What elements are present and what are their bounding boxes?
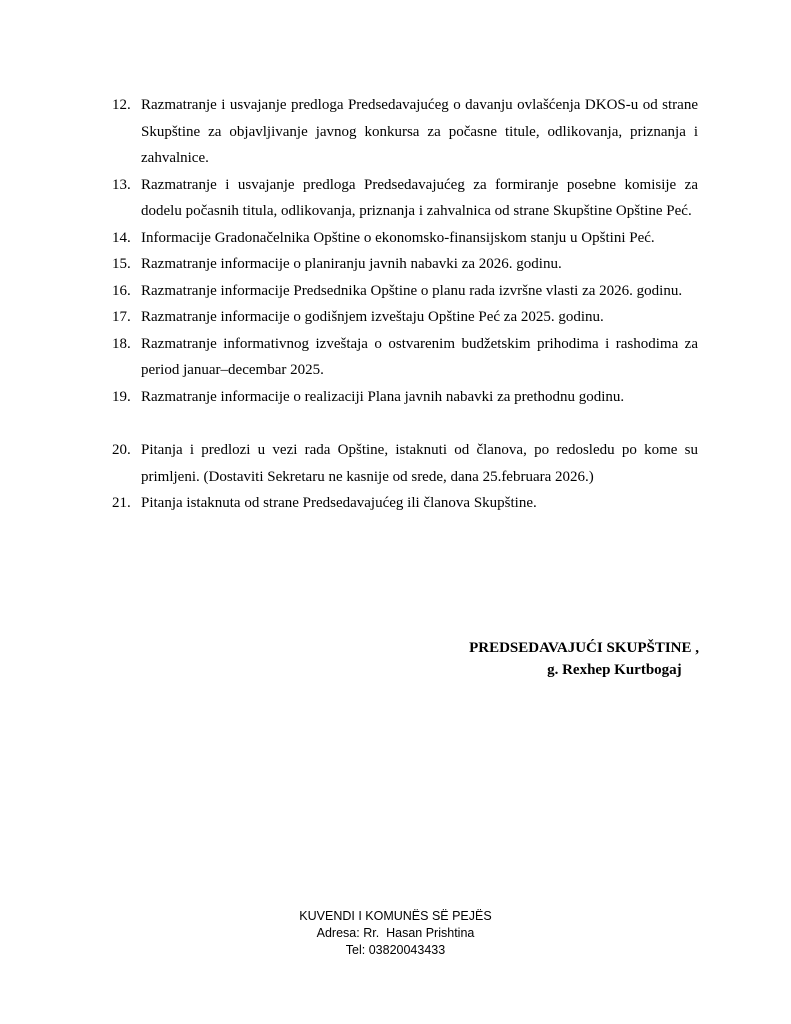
footer-phone: Tel: 03820043433: [345, 943, 446, 957]
agenda-item-text: Razmatranje informacije o godišnjem izveštaju Opštine Peć za 2025. godinu.: [141, 309, 604, 325]
agenda-item-text: Razmatranje informacije o realizaciji Plana javnih nabavki za prethodnu godinu.: [141, 388, 625, 405]
agenda-item-15: [112, 251, 698, 278]
agenda-item-text: Pitanja istaknuta od strane Predsedavajućeg ili članova Skupštine.: [141, 495, 537, 511]
footer-organization: KUVENDI I KOMUNËS SË PEJËS: [299, 909, 492, 923]
agenda-item-17: [112, 304, 698, 331]
agenda-item-number: 20.: [112, 442, 131, 458]
agenda-item-text: Razmatranje informacije Predsednika Opštine o planu rada izvršne vlasti za 2026. godinu.: [141, 282, 683, 299]
agenda-item-14: [112, 225, 698, 252]
agenda-item-number: 15.: [112, 256, 131, 272]
agenda-list: [112, 92, 698, 517]
agenda-item-12: [112, 92, 698, 172]
page-footer: [0, 908, 791, 959]
agenda-item-text: Razmatranje informativnog izveštaja o ostvarenim budžetskim prihodima i rashodima za period januar–decembar 2025.: [141, 335, 698, 378]
agenda-item-13: [112, 172, 698, 225]
agenda-item-16: [112, 278, 698, 305]
agenda-item-text: Pitanja i predlozi u vezi rada Opštine, istaknuti od članova, po redosledu po kome su primljeni. (Dostaviti Sekretaru ne kasnije od srede, dana 25.februara 2026.): [141, 442, 698, 485]
agenda-item-text: Razmatranje informacije o planiranju javnih nabavki za 2026. godinu.: [141, 256, 562, 272]
agenda-item-number: 16.: [112, 282, 131, 299]
agenda-item-text: Informacije Gradonačelnika Opštine o ekonomsko-finansijskom stanju u Opštini Peć.: [141, 229, 655, 246]
agenda-item-20: [112, 437, 698, 490]
agenda-item-number: 14.: [112, 229, 131, 246]
agenda-item-number: 12.: [112, 97, 131, 113]
agenda-item-text: Razmatranje i usvajanje predloga Predsedavajućeg o davanju ovlašćenja DKOS-u od strane Skupštine za objavljivanje javnog konkursa za počasne titule, odlikovanja, priznanja i zahvalnice.: [141, 97, 698, 166]
signatory-title: PREDSEDAVAJUĆI SKUPŠTINE ,: [469, 640, 699, 656]
agenda-item-number: 17.: [112, 309, 131, 325]
agenda-item-18: [112, 331, 698, 384]
signature-block: [469, 637, 699, 681]
signatory-name: g. Rexhep Kurtbogaj: [547, 662, 682, 678]
agenda-item-number: 13.: [112, 176, 131, 193]
agenda-item-19: [112, 384, 698, 411]
agenda-item-number: 18.: [112, 335, 131, 352]
agenda-item-number: 19.: [112, 388, 131, 405]
agenda-item-text: Razmatranje i usvajanje predloga Predsedavajućeg za formiranje posebne komisije za dodelu počasnih titula, odlikovanja, priznanja i zahvalnica od strane Skupštine Opštine Peć.: [141, 176, 698, 219]
agenda-item-number: 21.: [112, 495, 131, 511]
footer-address: Adresa: Rr. Hasan Prishtina: [316, 926, 475, 940]
agenda-item-21: [112, 490, 698, 517]
